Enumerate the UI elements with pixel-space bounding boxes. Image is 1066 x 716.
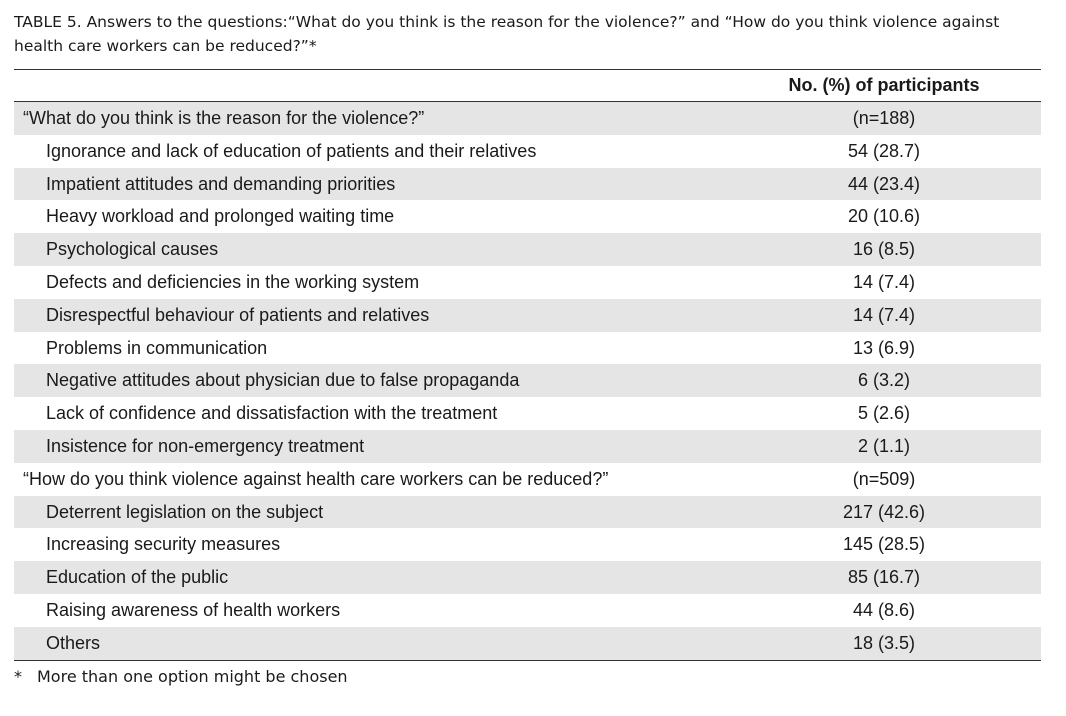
footnote-text: More than one option might be chosen	[37, 667, 348, 686]
column-header-participants: No. (%) of participants	[788, 75, 980, 95]
row-value: 5 (2.6)	[857, 403, 911, 424]
section-row	[14, 102, 1041, 135]
table-body	[14, 102, 1041, 660]
row-label: Problems in communication	[46, 337, 268, 358]
table-bottom-rule	[14, 660, 1041, 661]
table-footnote	[14, 667, 348, 686]
row-label: Impatient attitudes and demanding priorities	[46, 173, 396, 194]
table-row	[14, 594, 1041, 627]
caption-line-1: TABLE 5. Answers to the questions:“What do you think is the reason for the violence?” and “How do you think violence against	[14, 13, 1000, 31]
row-value: 16 (8.5)	[852, 239, 916, 260]
row-value: 6 (3.2)	[857, 370, 911, 391]
section-question-label: “How do you think violence against health care workers can be reduced?”	[23, 468, 609, 489]
row-label: Heavy workload and prolonged waiting time	[46, 206, 395, 227]
table-row	[14, 397, 1041, 430]
table-row	[14, 200, 1041, 233]
table-row	[14, 561, 1041, 594]
table-row	[14, 496, 1041, 529]
caption-line-2: health care workers can be reduced?”*	[14, 37, 317, 55]
results-table	[14, 69, 1041, 661]
section-n-value: (n=509)	[852, 468, 916, 489]
row-label: Increasing security measures	[46, 534, 281, 555]
row-value: 14 (7.4)	[852, 304, 916, 325]
row-value: 44 (23.4)	[847, 173, 921, 194]
table-row	[14, 266, 1041, 299]
row-label: Lack of confidence and dissatisfaction with the treatment	[46, 403, 498, 424]
section-row	[14, 463, 1041, 496]
table-row	[14, 627, 1041, 660]
table-row	[14, 168, 1041, 201]
row-value: 145 (28.5)	[842, 534, 926, 555]
row-value: 217 (42.6)	[842, 501, 926, 522]
section-question-label: “What do you think is the reason for the violence?”	[23, 108, 425, 128]
row-label: Education of the public	[46, 567, 229, 588]
table-header-row	[14, 70, 1041, 102]
row-value: 18 (3.5)	[852, 632, 916, 653]
table-row	[14, 299, 1041, 332]
table-caption	[14, 10, 1044, 58]
row-label: Negative attitudes about physician due to false propaganda	[46, 370, 520, 391]
table-row	[14, 364, 1041, 397]
row-label: Psychological causes	[46, 239, 219, 260]
row-value: 20 (10.6)	[847, 206, 921, 227]
table-row	[14, 233, 1041, 266]
row-label: Ignorance and lack of education of patients and their relatives	[46, 140, 537, 161]
row-value: 85 (16.7)	[847, 567, 921, 588]
row-label: Disrespectful behaviour of patients and relatives	[46, 304, 430, 325]
row-value: 2 (1.1)	[857, 435, 911, 456]
row-value: 14 (7.4)	[852, 271, 916, 292]
footnote-mark: *	[14, 667, 22, 686]
row-label: Defects and deficiencies in the working system	[46, 271, 420, 292]
row-label: Insistence for non-emergency treatment	[46, 435, 365, 456]
table-row	[14, 528, 1041, 561]
table-row	[14, 430, 1041, 463]
row-value: 54 (28.7)	[847, 140, 921, 161]
table-row	[14, 332, 1041, 365]
row-value: 44 (8.6)	[852, 599, 916, 620]
table-row	[14, 135, 1041, 168]
row-value: 13 (6.9)	[852, 337, 916, 358]
section-n-value: (n=188)	[852, 108, 916, 128]
row-label: Raising awareness of health workers	[46, 599, 341, 620]
row-label: Others	[46, 632, 101, 653]
row-label: Deterrent legislation on the subject	[46, 501, 324, 522]
